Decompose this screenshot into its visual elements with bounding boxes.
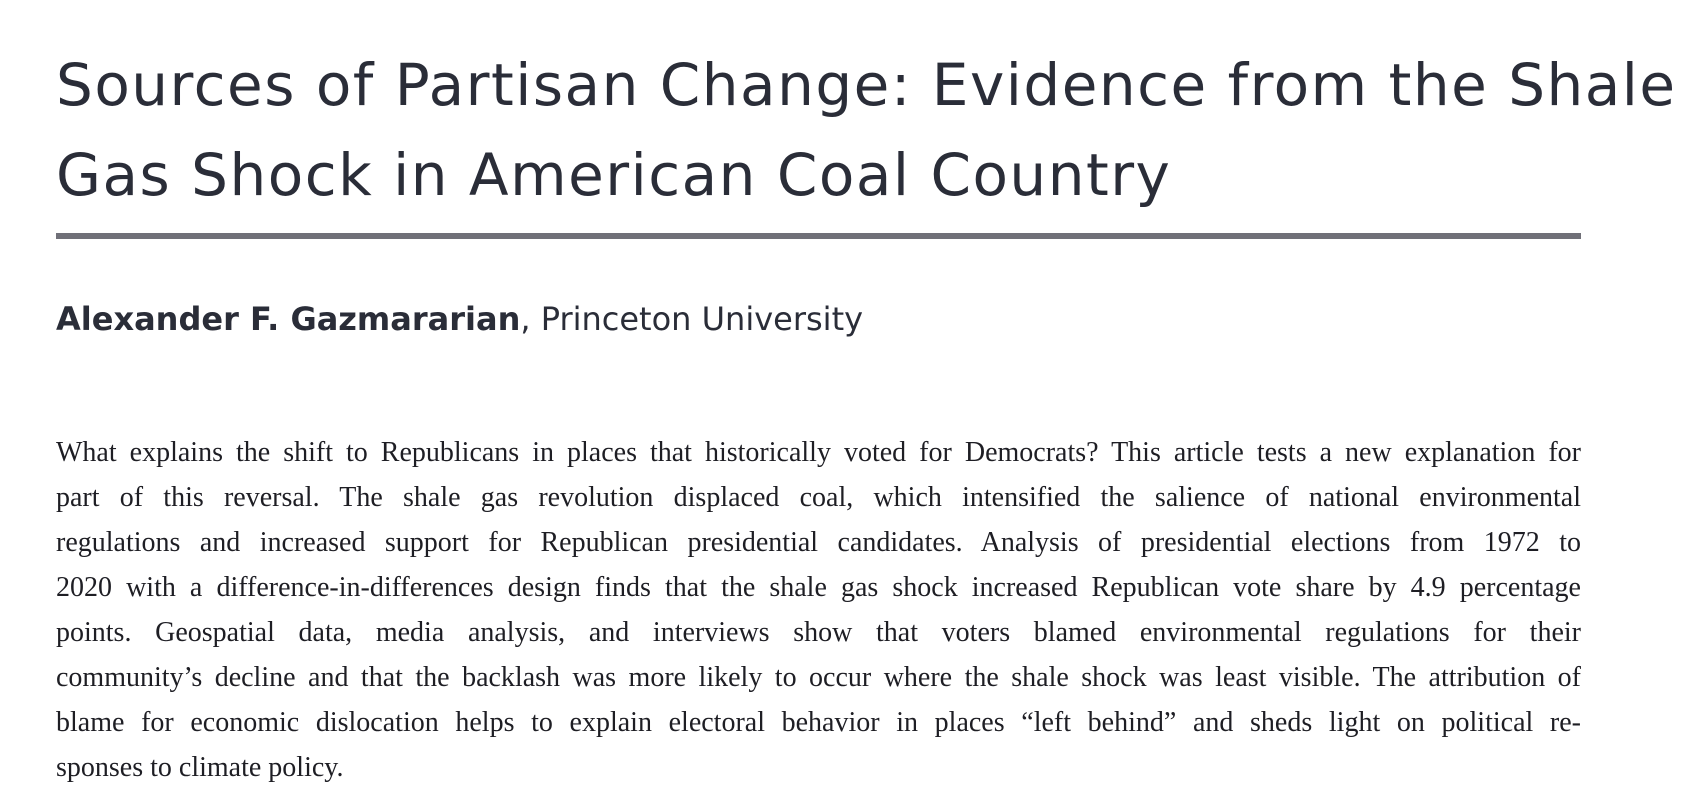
abstract-line: points. Geospatial data, media analysis, and interviews show that voters blamed environmental regulations for their	[56, 617, 1581, 648]
title-line-2: Gas Shock in American Coal Country	[56, 141, 1172, 209]
abstract-line: 2020 with a difference-in-differences design finds that the shale gas shock increased Republican vote share by 4.9 percentage	[56, 572, 1581, 603]
abstract-line: community’s decline and that the backlash was more likely to occur where the shale shock was least visible. The attribution of	[56, 662, 1581, 693]
abstract-line: sponses to climate policy.	[56, 752, 344, 783]
byline-separator: ,	[520, 300, 531, 338]
author-affiliation: Princeton University	[540, 300, 864, 338]
abstract	[56, 430, 1581, 790]
article-title	[56, 40, 1684, 220]
abstract-line: What explains the shift to Republicans in places that historically voted for Democrats? This article tests a new explanation for	[56, 437, 1581, 468]
byline	[56, 297, 863, 341]
abstract-line: part of this reversal. The shale gas revolution displaced coal, which intensified the salience of national environmental	[56, 482, 1581, 513]
author-name: Alexander F. Gazmararian	[56, 300, 521, 338]
abstract-line: regulations and increased support for Republican presidential candidates. Analysis of presidential elections from 1972 to	[56, 527, 1581, 558]
abstract-line: blame for economic dislocation helps to explain electoral behavior in places “left behind” and sheds light on political re-	[56, 707, 1581, 738]
title-line-1: Sources of Partisan Change: Evidence from the Shale	[56, 51, 1677, 119]
title-divider	[56, 233, 1581, 239]
